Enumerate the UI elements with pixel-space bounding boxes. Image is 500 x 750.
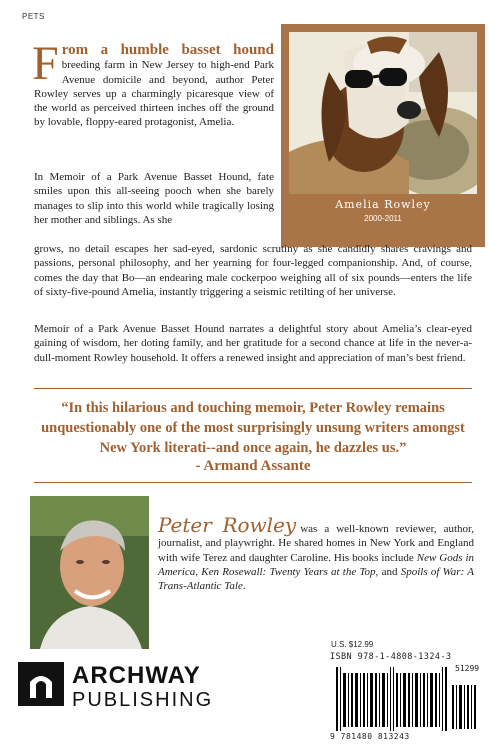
publisher-logo [18,662,248,722]
book-title-1: New Gods in America [158,551,475,578]
barcode-number: 9 781480 813243 [330,732,410,741]
photo-caption-years: 2000-2011 [364,214,402,223]
paragraph-2-wide: grows, no detail escapes her sad-eyed, sardonic scrutiny as she candidly shares cravings and passions, personal philosophy, and her yearning for four-legged companionship. And, of course, comes the day that Bo—an endearing male cockerpoo weighing all of six pounds—enters the life of sixty-five-pound Amelia, instantly triggering a seismic retilting of her universe. [34,243,472,298]
quote-bottom-rule [34,482,472,483]
intro-text: breeding farm in New Jersey to high-end Park Avenue domicile and beyond, author Peter Rowley serves up a charmingly picaresque view of the world as perceived thirteen inches off the ground by lovable, floppy-eared protagonist, Amelia. [34,59,274,129]
price-code: 51299 [455,664,480,673]
price-label: U.S. $12.99 [331,640,374,649]
isbn-number: ISBN 978-1-4808-1324-3 [330,652,452,662]
quote-attribution: - Armand Assante [195,458,311,474]
archway-logo-icon [18,662,64,706]
review-quote: “In this hilarious and touching memoir, Peter Rowley remains unquestionably one of the most surprisingly unsung writers amongst New York literati--and once again, he dazzles us.” [41,400,465,456]
publisher-name-line2: PUBLISHING [72,689,214,711]
publisher-name-line1: ARCHWAY [72,662,201,689]
dog-photo [289,32,477,194]
author-photo [30,496,149,649]
bio-text: was a well-known reviewer, author, journalist, and playwright. He shared homes in New York and England with wife Terez and daughter Caroline. His books include [158,523,474,564]
intro-lead: rom a humble basset hound [61,42,274,58]
dog-photo-frame [281,24,485,247]
author-bio: Peter Rowley was a well-known reviewer, author, journalist, and playwright. He shared homes in New York and England with wife Terez and daughter Caroline. His books include New Gods in America, Ken Rosewall: Twenty Years at the Top, and Spoils of War: A Trans-Atlantic Tale. [158,513,475,593]
author-signature: Peter Rowley [158,513,297,537]
intro-paragraph [32,37,274,130]
category-label: PETS [22,12,45,21]
bio-sep: and [381,565,398,578]
drop-cap: F [32,37,59,90]
barcode-box [330,652,482,744]
paragraph-2-narrow: In Memoir of a Park Avenue Basset Hound, fate smiles upon this all-seeing pooch when she barely manages to slip into this world while tragically losing her mother and siblings. As she [34,171,274,226]
quote-top-rule [34,388,472,389]
photo-caption-name: Amelia Rowley [335,198,431,211]
bio-end: . [242,580,246,593]
book-title-2: Ken Rosewall: Twenty Years at the Top, [201,565,379,578]
paragraph-3: Memoir of a Park Avenue Basset Hound narrates a delightful story about Amelia’s clear-eyed gaining of wisdom, her doting family, and her gratitude for a second chance at life in the never-a-dull-moment Rowley household. It offers a renewed insight and appreciation of man’s best friend. [34,323,472,364]
barcode-icon [330,665,482,733]
book-title-3: Spoils of War: A Trans-Atlantic Tale [158,565,475,593]
